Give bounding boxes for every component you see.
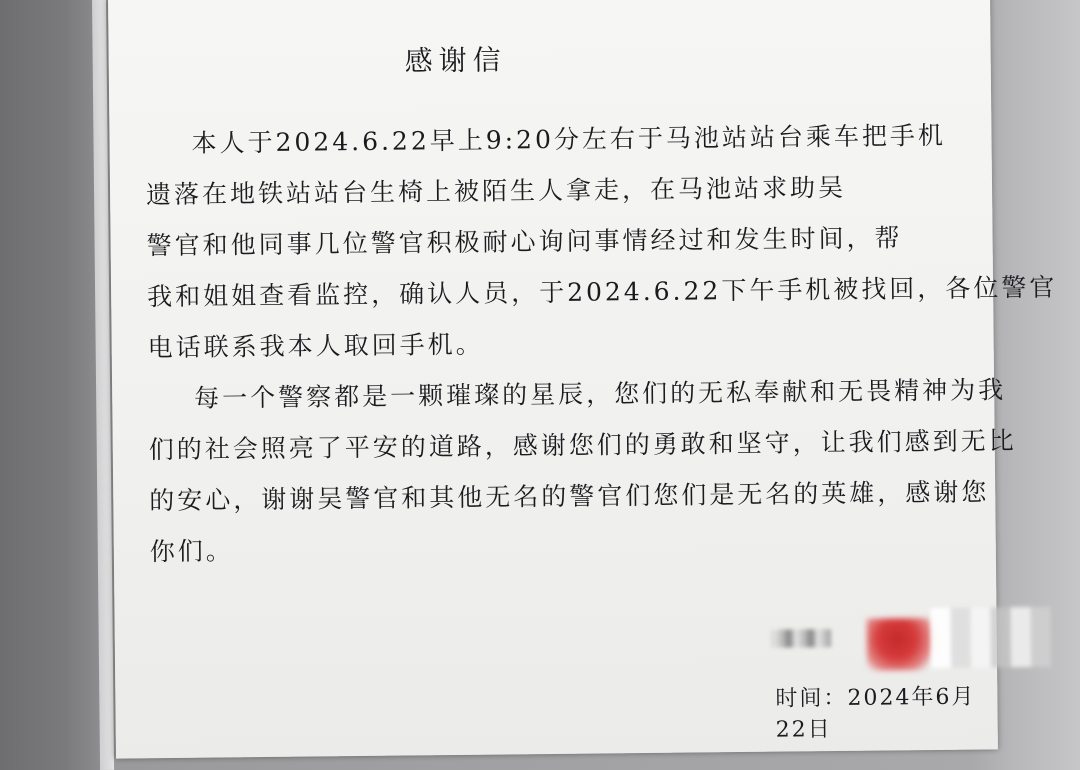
paragraph-1	[145, 110, 1058, 374]
paragraph-2	[148, 365, 1017, 578]
paragraph-2-line: 每一个警察都是一颗璀璨的星辰，您们的无私奉献和无畏精神为我	[194, 375, 1007, 413]
blurred-signature	[771, 629, 831, 648]
paragraph-1-line: 我和姐姐查看监控，确认人员，于2024.6.22下午手机被找回，各位警官	[146, 272, 1058, 312]
letter-title: 感谢信	[404, 43, 507, 78]
paragraph-2-line: 的安心，谢谢吴警官和其他无名的警官们您们是无名的英雄，感谢您	[149, 477, 990, 516]
paragraph-1-line: 电话联系我本人取回手机。	[147, 329, 484, 363]
letter-date: 时间：2024年6月22日	[775, 684, 976, 743]
paragraph-1-line: 本人于2024.6.22早上9:20分左右于马池站站台乘车把手机	[191, 120, 947, 158]
paragraph-2-line: 们的社会照亮了平安的道路，感谢您们的勇敢和坚守，让我们感到无比	[148, 426, 1017, 465]
handwritten-letter	[108, 0, 1058, 759]
paragraph-1-line: 遗落在地铁站站台生椅上被陌生人拿走，在马池站求助吴	[145, 172, 847, 210]
paragraph-2-line: 你们。	[149, 536, 234, 567]
pixelated-redaction	[930, 607, 1051, 668]
paragraph-1-line: 警官和他同事几位警官积极耐心询问事情经过和发生时间，帮	[146, 223, 903, 261]
